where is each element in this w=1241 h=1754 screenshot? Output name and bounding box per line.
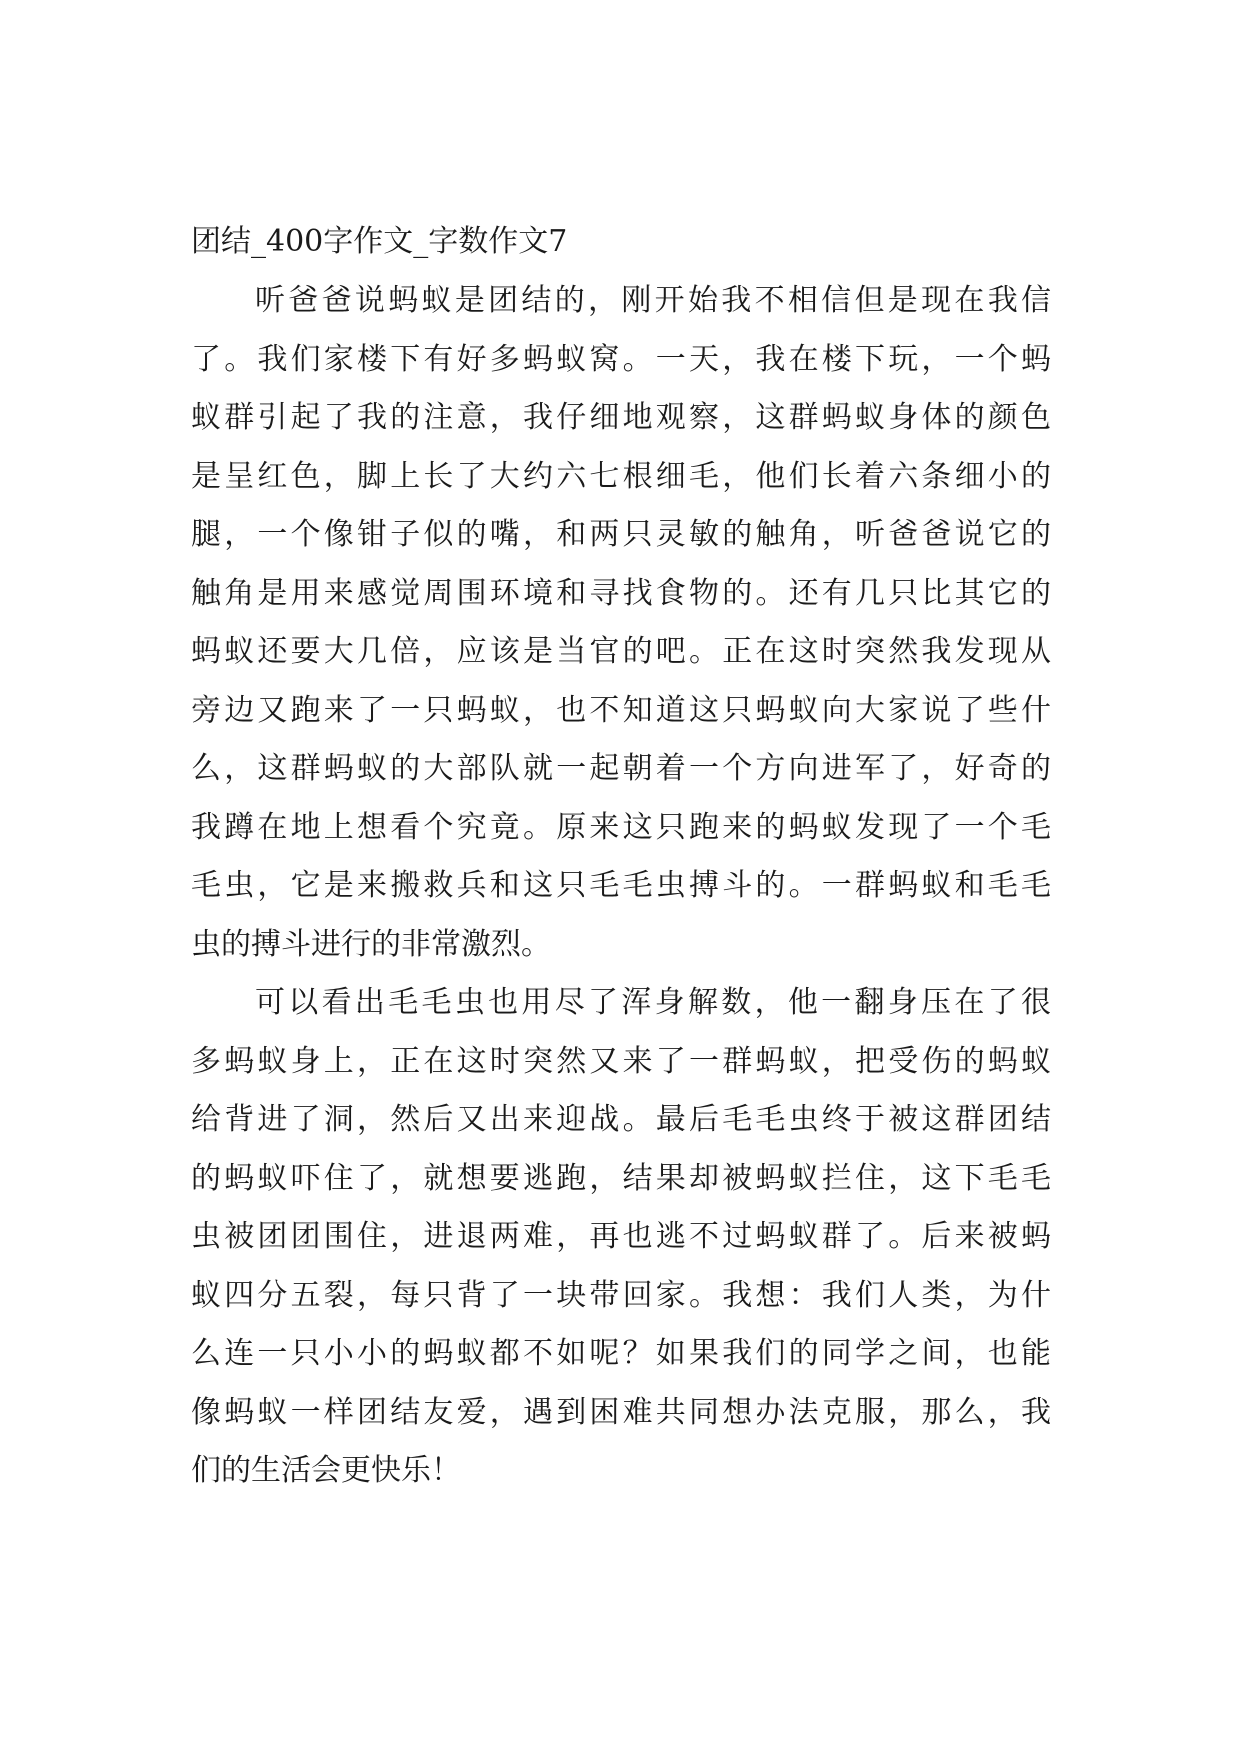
text-line: 给背进了洞，然后又出来迎战。最后毛毛虫终于被这群团结 bbox=[191, 1102, 1051, 1137]
text-line: 腿，一个像钳子似的嘴，和两只灵敏的触角，听爸爸说它的 bbox=[191, 517, 1051, 552]
text-line: 多蚂蚁身上，正在这时突然又来了一群蚂蚁，把受伤的蚂蚁 bbox=[191, 1043, 1051, 1079]
text-line: 们的生活会更快乐！ bbox=[191, 1453, 461, 1488]
text-line: 像蚂蚁一样团结友爱，遇到困难共同想办法克服，那么，我 bbox=[191, 1394, 1051, 1430]
paragraph-1 bbox=[191, 272, 1051, 974]
text-line: 的蚂蚁吓住了，就想要逃跑，结果却被蚂蚁拦住，这下毛毛 bbox=[191, 1160, 1051, 1196]
text-line: 是呈红色，脚上长了大约六七根细毛，他们长着六条细小的 bbox=[191, 458, 1051, 494]
text-line: 旁边又跑来了一只蚂蚁，也不知道这只蚂蚁向大家说了些什 bbox=[191, 692, 1051, 728]
paragraph-2 bbox=[191, 974, 1051, 1501]
text-line: 蚁四分五裂，每只背了一块带回家。我想：我们人类，为什 bbox=[191, 1277, 1051, 1313]
text-line: 么，这群蚂蚁的大部队就一起朝着一个方向进军了，好奇的 bbox=[191, 751, 1051, 786]
text-line: 可以看出毛毛虫也用尽了浑身解数，他一翻身压在了很 bbox=[255, 985, 1051, 1020]
text-line: 蚁群引起了我的注意，我仔细地观察，这群蚂蚁身体的颜色 bbox=[191, 400, 1051, 435]
text-line: 虫被团团围住，进退两难，再也逃不过蚂蚁群了。后来被蚂 bbox=[191, 1219, 1051, 1254]
text-line: 我蹲在地上想看个究竟。原来这只跑来的蚂蚁发现了一个毛 bbox=[191, 809, 1051, 845]
text-line: 蚂蚁还要大几倍，应该是当官的吧。正在这时突然我发现从 bbox=[191, 634, 1051, 669]
text-line: 么连一只小小的蚂蚁都不如呢？如果我们的同学之间，也能 bbox=[191, 1336, 1051, 1371]
text-line: 毛虫，它是来搬救兵和这只毛毛虫搏斗的。一群蚂蚁和毛毛 bbox=[191, 868, 1051, 903]
document-body bbox=[191, 272, 1051, 1501]
text-line: 听爸爸说蚂蚁是团结的，刚开始我不相信但是现在我信 bbox=[255, 283, 1051, 318]
text-line: 触角是用来感觉周围环境和寻找食物的。还有几只比其它的 bbox=[191, 575, 1051, 611]
text-line: 了。我们家楼下有好多蚂蚁窝。一天，我在楼下玩，一个蚂 bbox=[191, 341, 1051, 377]
text-line: 虫的搏斗进行的非常激烈。 bbox=[191, 926, 551, 962]
document-title: 团结_400字作文_字数作文7 bbox=[191, 224, 568, 259]
